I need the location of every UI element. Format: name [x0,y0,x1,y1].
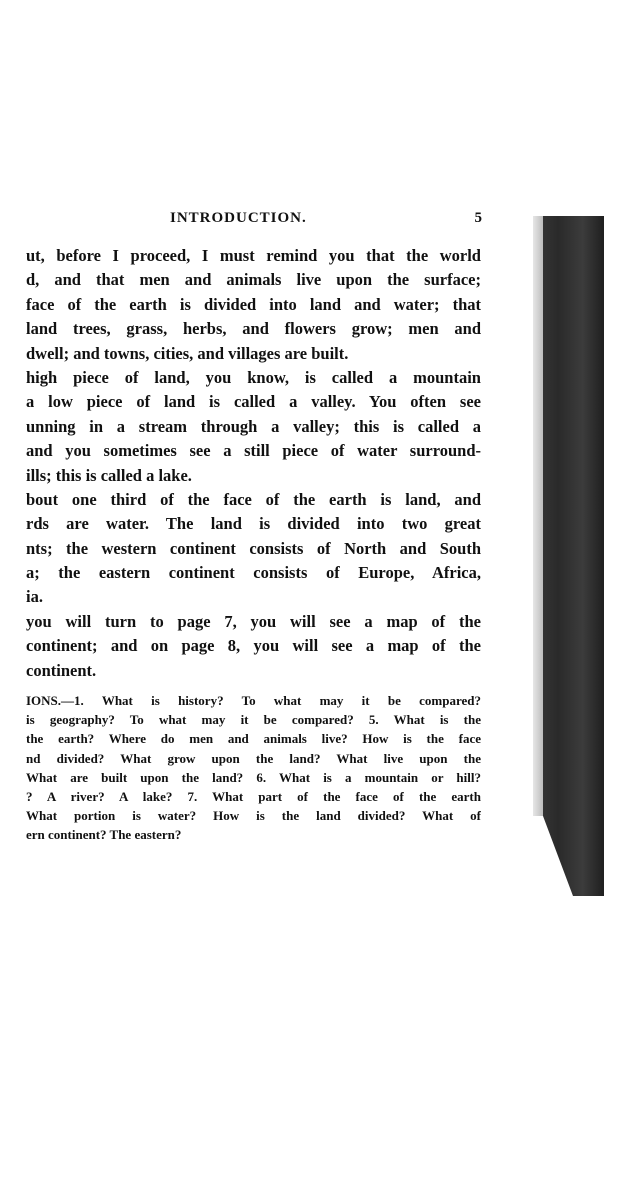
text-line: face of the earth is divided into land and water; that [26,294,481,314]
text-line: ills; this is called a lake. [26,465,192,485]
body-text [26,244,481,683]
text-line: a low piece of land is called a valley. You often see [26,392,481,412]
text-line: continent; and on page 8, you will see a map of the [26,636,481,656]
page-number: 5 [474,210,482,224]
text-line: you will turn to page 7, you will see a map of the [26,611,481,631]
text-line: dwell; and towns, cities, and villages are built. [26,343,349,363]
text-line: and you sometimes see a still piece of water surround- [26,441,481,461]
text-line: high piece of land, you know, is called a mountain [26,367,481,387]
text-line: ia. [26,587,43,607]
question-line: the earth? Where do men and animals live? How is the face [26,731,481,747]
text-line: ut, before I proceed, I must remind you that the world [26,246,481,265]
text-line: d, and that men and animals live upon the surface; [26,270,481,290]
book-edge-corner [533,816,604,896]
book-edge-highlight [533,216,543,896]
text-line: land trees, grass, herbs, and flowers grow; men and [26,319,481,339]
review-questions [26,691,481,845]
question-line: What portion is water? How is the land divided? What of [26,808,481,824]
question-line: nd divided? What grow upon the land? What live upon the [26,750,481,766]
running-header [170,204,482,224]
text-line: bout one third of the face of the earth is land, and [26,489,481,509]
text-line: continent. [26,660,97,680]
text-line: nts; the western continent consists of North and South [26,538,481,558]
text-line: rds are water. The land is divided into two great [26,514,481,534]
text-line: unning in a stream through a valley; this is called a [26,416,481,436]
book-edge-shadow [533,216,604,896]
question-line: ern continent? The eastern? [26,827,182,843]
question-line: ? A river? A lake? 7. What part of the face of the earth [26,788,481,804]
text-line: a; the eastern continent consists of Europe, Africa, [26,563,481,583]
header-title: INTRODUCTION. [170,210,307,224]
question-line: IONS.—1. What is history? To what may it be compared? [26,693,481,708]
question-line: is geography? To what may it be compared? 5. What is the [26,712,481,728]
question-line: What are built upon the land? 6. What is a mountain or hill? [26,769,481,785]
